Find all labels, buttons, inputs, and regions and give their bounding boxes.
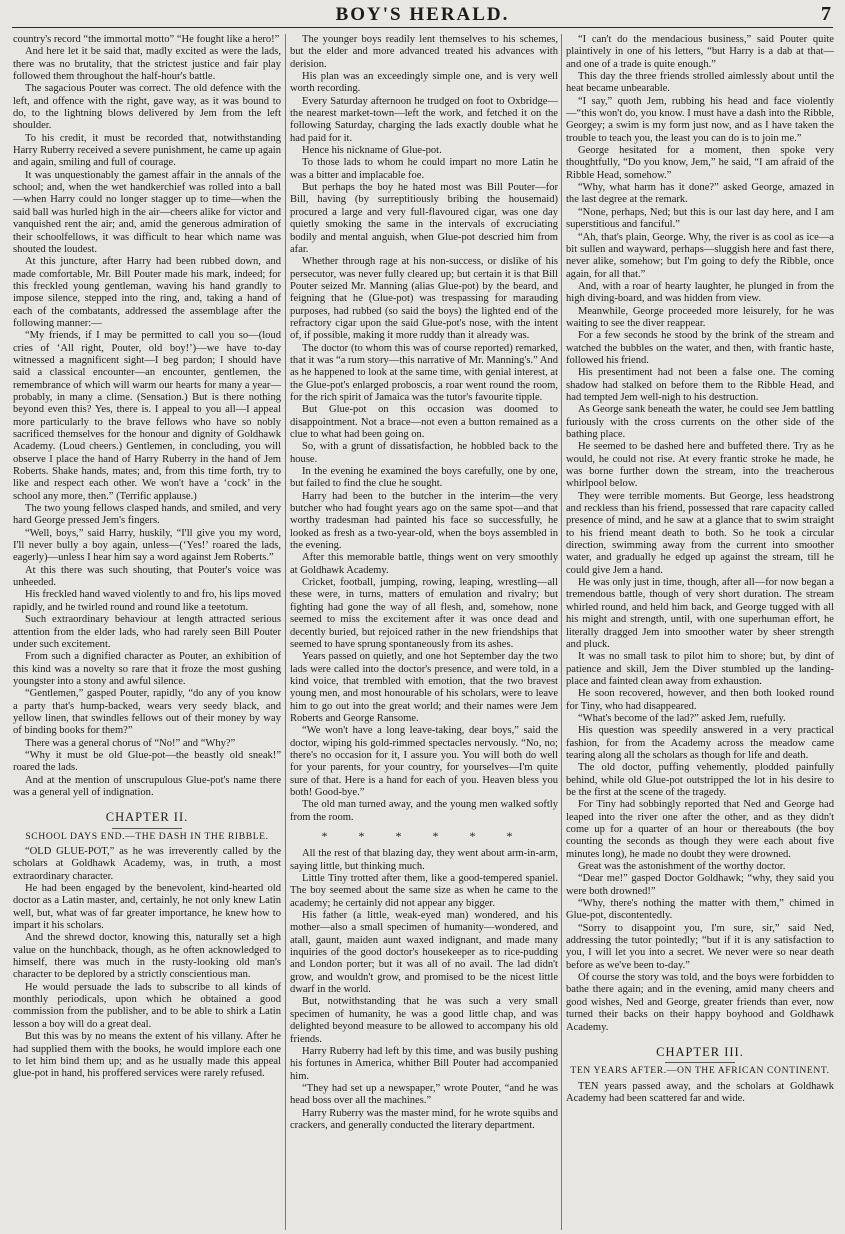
paragraph: Great was the astonishment of the worthy doctor. [578, 861, 786, 873]
paragraph: “My friends, if I may be permitted to call you so—(loud cries of ‘All right, Pouter, old boy!’)—we have to-day witnessed a magnificent sight—I beg pardon; I should have said a classical encounter—an encounter, gentlemen, the remembrance of which will warm our hearts for many a year—probably, in many a clime. (Sensation.) But is there nothing beyond even this? Yes, there is. I appeal to you all—I appeal more particularly to the brave fellows who have so nobly sacrificed themselves for the honour and dignity of Goldhawk Academy. (Loud cheers.) Gentlemen, in concluding, you will observe I place the hand of Harry Ruberry in the hand of Jem Roberts. Shake hands, mates; and, from this time forth, try to like and respect each other. We won't have a ‘cock’ in the school any more, then.” (Terrific applause.) [13, 330, 281, 502]
paragraph: The old man turned away, and the young men walked softly from the room. [290, 799, 558, 823]
paragraph: And the shrewd doctor, knowing this, naturally set a high value on the hunchback, though, as he often acknowledged to himself, there was much in the rusty-looking old man's character to be deplored by a strictly conscientious man. [13, 932, 281, 981]
chapter-heading: CHAPTER II. [105, 810, 189, 825]
paragraph: The sagacious Pouter was correct. The old defence with the left, and offence with the right, gave way, as it was bound to do, to the lightning blows delivered by Jem from the left shoulder. [13, 83, 281, 132]
paragraph: But, notwithstanding that he was such a very small specimen of humanity, he was a good little chap, and was delighted beyond measure to be allowed to accompany his old friends. [290, 996, 558, 1045]
paragraph: Every Saturday afternoon he trudged on foot to Oxbridge—the nearest market-town—left the work, and fetched it on the following Saturday, charging the lads exactly double what he had paid for it. [290, 95, 558, 144]
page-header [12, 2, 833, 28]
column-rule-1 [285, 34, 286, 1230]
newspaper-title: BOY'S HERALD. [335, 4, 510, 25]
paragraph: But perhaps the boy he hated most was Bill Pouter—for Bill, having (by surreptitiously bribing the housemaid) procured a large and very full-flavoured cigar, was one day quietly smoking the same in the intervals of excruciating bodily and mental anguish, when Glue-pot descried him from afar. [290, 182, 558, 255]
paragraph: And at the mention of unscrupulous Glue-pot's name there was a general yell of indignation. [13, 774, 281, 798]
paragraph: At this there was such shouting, that Pouter's voice was unheeded. [13, 564, 281, 589]
paragraph: For Tiny had sobbingly reported that Ned and George had leaped into the river one after the other, and as they didn't come up for a quarter of an hour or thereabouts (the boy counting the seconds as though they were each about five minutes long), he made no doubt they were drowned. [566, 799, 834, 860]
paragraph: So, with a grunt of dissatisfaction, he hobbled back to the house. [290, 441, 558, 465]
section-break-stars: * * * * * * [321, 829, 527, 843]
paragraph: For a few seconds he stood by the brink of the stream and watched the bubbles on the water, and then, with frantic haste, followed his friend. [566, 330, 834, 366]
paragraph: And here let it be said that, madly excited as were the lads, there was no brutality, that the strictest justice and fair play followed them throughout the half-hour's battle. [13, 46, 281, 83]
paragraph: From such a dignified character as Pouter, an exhibition of this kind was a novelty so rare that it froze the most gushing youngster into a stony and awful silence. [13, 651, 281, 687]
column-rule-2 [561, 34, 562, 1230]
paragraph: To those lads to whom he could impart no more Latin he was a bitter and implacable foe. [290, 157, 558, 181]
paragraph: His presentiment had not been a false one. The coming shadow had stalked on before them to the Ribble Head, and had tempted Jem well-nigh to his destruction. [566, 367, 834, 403]
paragraph: Whether through rage at his non-success, or dislike of his persecutor, was never fully cleared up; but certain it is that Bill Pouter seized Mr. Manning (alias Glue-pot) by the beard, and feigning that he (Glue-pot) was trespassing for marauding purposes, had rubbed (so said the boys) the lighted end of the refractory cigar upon the said Glue-pot's nose, with the intent of, if possible, making it more ruddy than it already was. [290, 256, 558, 342]
paragraph: “Well, boys,” said Harry, huskily, “I'll give you my word, I'll never bully a boy again, unless—(‘Yes!’ roared the lads, eagerly)—unless I hear him say a word against Jem Roberts.” [13, 527, 281, 564]
paragraph: “Why it must be old Glue-pot—the beastly old sneak!” roared the lads. [13, 749, 281, 774]
paragraph: “I say,” quoth Jem, rubbing his head and face violently—“this won't do, you know. I must have a dash into the Ribble, Georgey; a swim is my form just now, and as I have taken the trouble to teach you, the least you can do is to join me.” [566, 95, 834, 144]
paragraph: His question was speedily answered in a very practical fashion, for from the Academy across the meadow came tearing along all the scholars as though for life and death. [566, 725, 834, 761]
paragraph: As George sank beneath the water, he could see Jem battling furiously with the cross currents on the other side of the bathing place. [566, 404, 834, 440]
paragraph: The two young fellows clasped hands, and smiled, and very hard George pressed Jem's fingers. [13, 503, 281, 527]
paragraph: He soon recovered, however, and then both looked round for Tiny, who had disappeared. [566, 688, 834, 712]
chapter-heading: CHAPTER III. [656, 1044, 744, 1059]
paragraph: This day the three friends strolled aimlessly about until the heat became unbearable. [566, 71, 834, 95]
paragraph: The old doctor, puffing vehemently, plodded painfully behind, while old Glue-pot outstripped the lot in his desire to be the first at the scene of the tragedy. [566, 762, 834, 798]
paragraph: “None, perhaps, Ned; but this is our last day here, and I am superstitious and fanciful.” [566, 206, 834, 231]
paragraph: Little Tiny trotted after them, like a good-tempered spaniel. The boy seemed about the same size as when he came to the academy; he certainly did not appear any bigger. [290, 873, 558, 909]
paragraph: “Dear me!” gasped Doctor Goldhawk; “why, they said you were both drowned!” [566, 873, 834, 897]
paragraph: Meanwhile, George proceeded more leisurely, for he was waiting to see the diver reappear. [566, 305, 834, 329]
paragraph: “Gentlemen,” gasped Pouter, rapidly, “do any of you know a party that's hump-backed, wears very seedy black, and yellow linen, that swindles fellows out of their money by way of binding books for them?” [13, 688, 281, 737]
paragraph: There was a general chorus of “No!” and “Why?” [25, 737, 236, 749]
paragraph: He seemed to be dashed here and buffeted there. Try as he would, he could not rise. At every frantic stroke he made, he was borne further down the stream, into the treacherous whirlpool below. [566, 441, 834, 490]
paragraph: Harry had been to the butcher in the interim—the very butcher who had fought years ago on the same spot—and that worthy tradesman had painted his face so successfully, he looked as fresh as a two-year-old, when the boys assembled in the evening. [290, 490, 558, 552]
paragraph: “Why, there's nothing the matter with them,” chimed in Glue-pot, discontentedly. [566, 898, 834, 922]
paragraph: “Sorry to disappoint you, I'm sure, sir,” said Ned, addressing the tutor pointedly; “but if it is any satisfaction to you, I will let you into a secret. We never were so near death before as we've been to-day.” [566, 922, 834, 971]
paragraph: TEN years passed away, and the scholars at Goldhawk Academy had been scattered far and wide. [566, 1080, 834, 1104]
paragraph: After this memorable battle, things went on very smoothly at Goldhawk Academy. [290, 552, 558, 576]
paragraph: They were terrible moments. But George, less headstrong and reckless than his friend, possessed that rare capacity called presence of mind, and he saw at a glance that to swim straight to his friend meant death to both. So he took a circular direction, swimming away from the current into smoother water, and gradually he edged up against the stream, till he could give Jem a hand. [566, 490, 834, 576]
paragraph: At this juncture, after Harry had been rubbed down, and made comfortable, Mr. Bill Pouter made his mark, indeed; for this freckled young gentleman, waving his hand grandly to impose silence, stepped into the ring, and, taking a hand of each of the combatants, addressed the assemblage after the following manner:— [13, 256, 281, 329]
paragraph: “We won't have a long leave-taking, dear boys,” said the doctor, wiping his gold-rimmed spectacles nervously. “No, no; there's no occasion for it, I assure you. You will both do well for your parents, for your country, for yourselves—I'm quite sure of that. Here is a hand for each of you. Heaven bless you both! Good-bye.” [290, 725, 558, 798]
paragraph: Of course the story was told, and the boys were forbidden to bathe there again; and in the evening, amid many cheers and good wishes, Ned and George, greater friends than ever, now turned their backs on their happy boyhood and Goldhawk Academy. [566, 972, 834, 1033]
paragraph: And, with a roar of hearty laughter, he plunged in from the high diving-board, and was hidden from view. [566, 280, 834, 305]
paragraph: In the evening he examined the boys carefully, one by one, but failed to find the clue he sought. [290, 466, 558, 490]
paragraph: He was only just in time, though, after all—for now began a tremendous battle, though of very short duration. The stream whirled round, and held him back, and George tugged with all his might and strength, until, with one superhuman effort, he literally dragged Jem into smoother water by sheer strength and pluck. [566, 577, 834, 650]
column-3 [566, 34, 834, 1230]
paragraph: Hence his nickname of Glue-pot. [302, 145, 442, 157]
chapter-subheading: SCHOOL DAYS END.—THE DASH IN THE RIBBLE. [25, 830, 269, 842]
paragraph: Cricket, football, jumping, rowing, leaping, wrestling—all these were, in turns, matters of emulation and rivalry; but fighting had gone the way of all flesh, and, somehow, none seemed to miss the excitement after it was once dead and decently buried, but rejoiced rather in the new friendships that seemed to have sprung spontaneously from its ashes. [290, 577, 558, 650]
paragraph: “OLD GLUE-POT,” as he was irreverently called by the scholars at Goldhawk Academy, was, in truth, a most extraordinary character. [13, 846, 281, 882]
paragraph: The younger boys readily lent themselves to his schemes, but the elder and more advanced treated his advances with derision. [290, 34, 558, 70]
paragraph: “I can't do the mendacious business,” said Pouter quite plaintively in one of his letters, “but Harry is a dab at that—and one of a trade is quite enough.” [566, 34, 834, 70]
column-1 [13, 34, 281, 1230]
paragraph: His freckled hand waved violently to and fro, his lips moved rapidly, and he twirled round and round like a teetotum. [13, 589, 281, 613]
paragraph: The doctor (to whom this was of course reported) remarked, that it was “a rum story—this narrative of Mr. Manning's.” And as he happened to look at the same time, with genial interest, at the Glue-pot's enlarged proboscis, a roar went round the room, for the rich spirit of Jamaica was the tutor's favourite tipple. [290, 342, 558, 403]
paragraph: Harry Ruberry had left by this time, and was busily pushing his fortunes in America, whither Bill Pouter had accompanied him. [290, 1045, 558, 1082]
divider [112, 828, 182, 829]
paragraph: To his credit, it must be recorded that, notwithstanding Harry Ruberry received a severe punishment, he came up again and again, smiling and full of courage. [13, 132, 281, 169]
paragraph: But this was by no means the extent of his villany. After he had supplied them with the books, he would implore each one to let him bind them up; and as he usually made this appeal glue-pot in hand, his proffered services were rarely refused. [13, 1031, 281, 1080]
paragraph: country's record “the immortal motto” “He fought like a hero!” [13, 34, 280, 45]
paragraph: It was unquestionably the gamest affair in the annals of the school; and, when the wet handkerchief was rolled into a ball—when Harry could no longer stagger up to time—when the said ball was hurled high in the air—cheers alike for victor and vanquished rent the air; and, amid the generous admiration of their schoolfellows, it was difficult to hear which name was shouted the loudest. [13, 169, 281, 255]
divider [665, 1062, 735, 1063]
chapter-subheading: TEN YEARS AFTER.—ON THE AFRICAN CONTINENT. [570, 1065, 830, 1077]
paragraph: He would persuade the lads to subscribe to all kinds of monthly periodicals, upon which he obtained a good commission from the publisher, and to be able to shirk a Latin lesson a boy will do a great deal. [13, 981, 281, 1030]
paragraph: George hesitated for a moment, then spoke very thoughtfully, “Do you know, Jem,” he said, “I am afraid of the Ribble Head, somehow.” [566, 145, 834, 181]
paragraph: Harry Ruberry was the master mind, for he wrote squibs and crackers, and generally conducted the literary department. [290, 1107, 558, 1131]
paragraph: “Why, what harm has it done?” asked George, amazed in the last degree at the remark. [566, 182, 834, 206]
paragraph: He had been engaged by the benevolent, kind-hearted old doctor as a Latin master, and, certainly, he not only knew Latin well, but, what was of far greater importance, he knew how to impart it his scholars. [13, 883, 281, 932]
paragraph: “They had set up a newspaper,” wrote Pouter, “and he was head boss over all the machines.” [290, 1082, 558, 1107]
paragraph: Such extraordinary behaviour at length attracted serious attention from the elder lads, who had rarely seen Bill Pouter under such excitement. [13, 614, 281, 650]
paragraph: It was no small task to pilot him to shore; but, by dint of patience and skill, Jem the Diver stumbled up the landing-place and fainted clean away from exhaustion. [566, 651, 834, 687]
paragraph: His plan was an exceedingly simple one, and is very well worth recording. [290, 71, 558, 95]
paragraph: Years passed on quietly, and one hot September day the two lads were called into the doctor's presence, and were told, in a kind voice, that trembled with emotion, that the two bravest young men, and most honourable of his scholars, were to leave him to go out into the great world; and their names were Jem Roberts and George Ransome. [290, 651, 558, 724]
paragraph: His father (a little, weak-eyed man) wondered, and his mother—also a small specimen of humanity—wondered, and atall, gaunt, maiden aunt waxed indignant, and made many inquiries of the good doctor's housekeeper as to rice-pudding and London porter; but it was all of no avail. The lad didn't grow, and wouldn't grow, and promised to be the nicest little dwarf in the world. [290, 910, 558, 996]
paragraph: But Glue-pot on this occasion was doomed to disappointment. Not a brace—not even a button remained as a clue to what had been going on. [290, 404, 558, 440]
page-number: 7 [821, 3, 831, 25]
paragraph: All the rest of that blazing day, they went about arm-in-arm, saying little, but thinking much. [290, 848, 558, 872]
paragraph: “Ah, that's plain, George. Why, the river is as cool as ice—a bit sullen and wayward, perhaps—sluggish here and fast there, never alike, somehow; but I'm going to defy the Ribble, once again, for all that.” [566, 231, 834, 280]
paragraph: “What's become of the lad?” asked Jem, ruefully. [578, 712, 786, 724]
column-2 [290, 34, 558, 1230]
